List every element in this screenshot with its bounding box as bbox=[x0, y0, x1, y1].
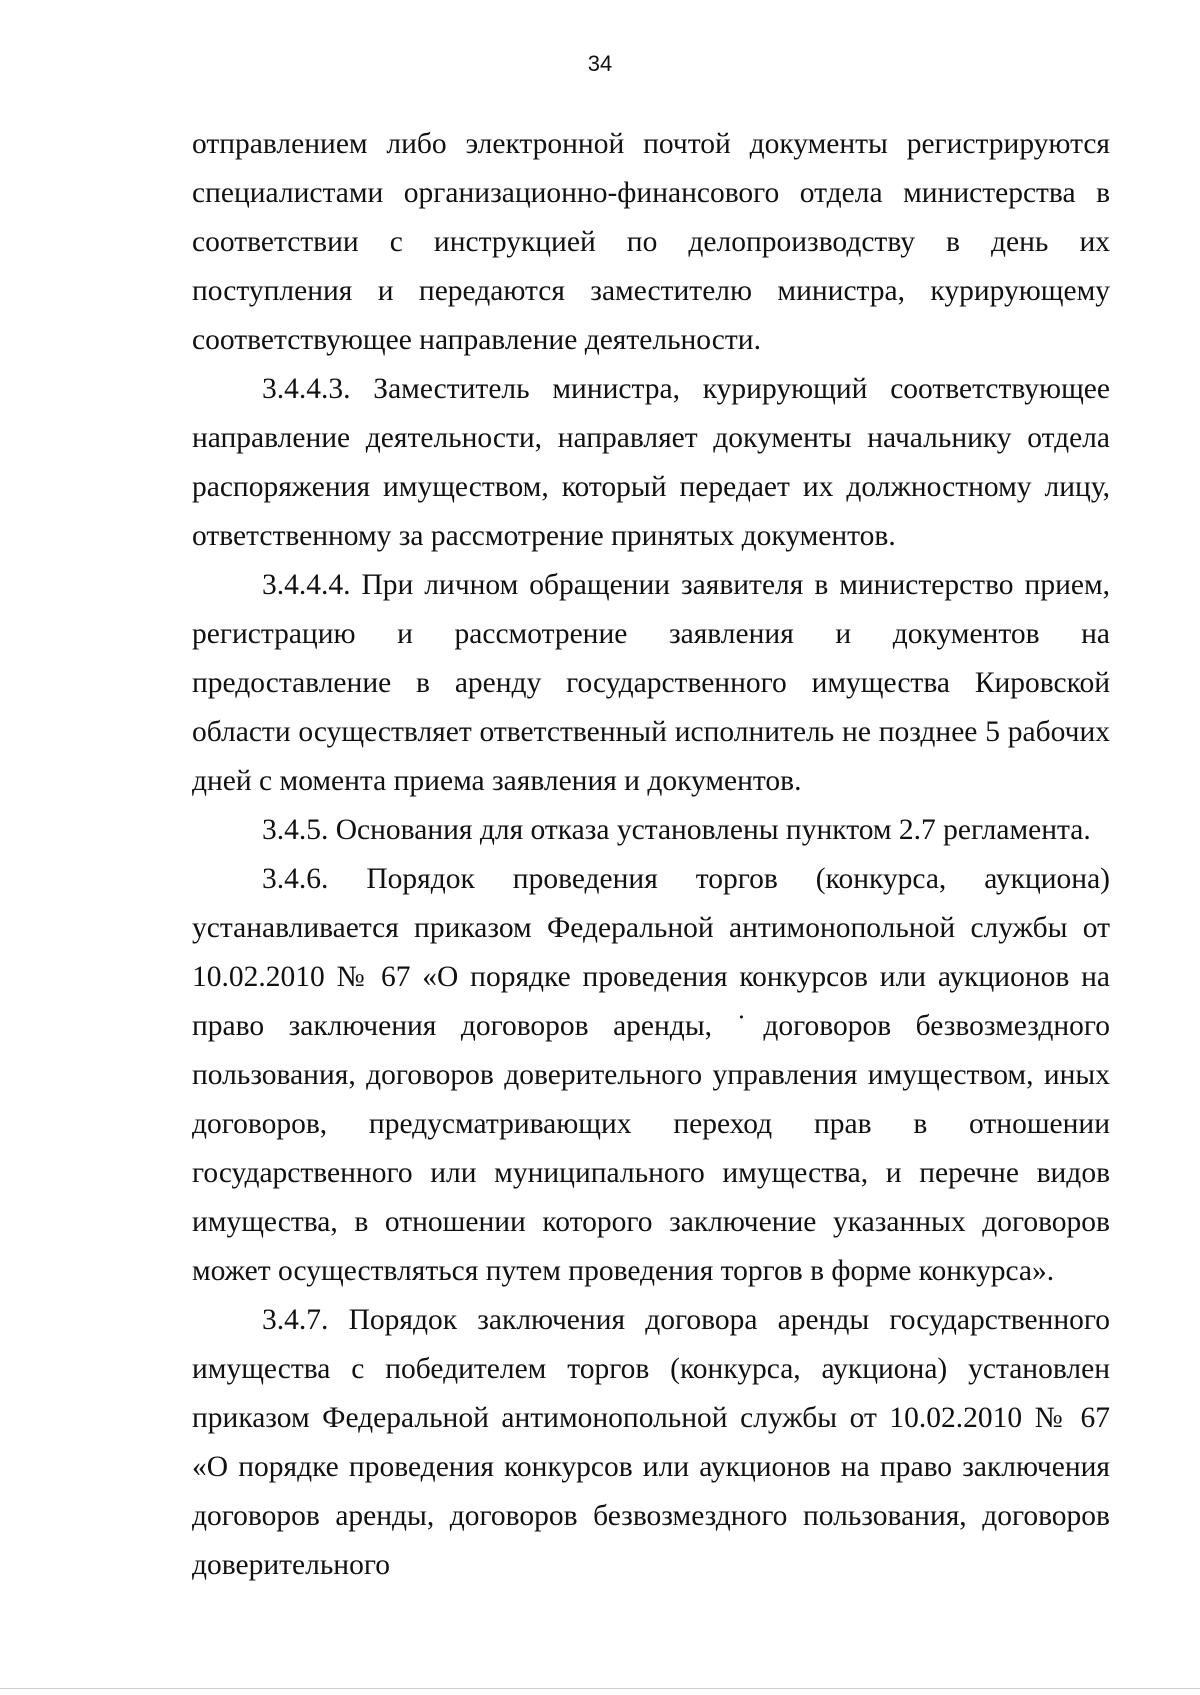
paragraph-3-4-7: 3.4.7. Порядок заключения договора аренды государственного имущества с победителем торгов (конкурса, аукциона) установлен приказом Федеральной антимонопольной службы от 10.02.2010 № 67 «О порядке проведения конкурсов или аукционов на право заключения договоров аренды, договоров безвозмездного пользования, договоров доверительного bbox=[192, 1304, 1110, 1581]
page-bottom-edge bbox=[0, 1688, 1200, 1689]
document-body bbox=[192, 120, 1110, 1590]
paragraph-3-4-4-4: 3.4.4.4. При личном обращении заявителя в министерство прием, регистрацию и рассмотрение заявления и документов на предоставление в аренду государственного имущества Кировской области осуществляет ответственный исполнитель не позднее 5 рабочих дней с момента приема заявления и документов. bbox=[192, 569, 1110, 797]
paragraph-3-4-5: 3.4.5. Основания для отказа установлены пунктом 2.7 регламента. bbox=[262, 814, 1091, 846]
paragraph-3-4-6: 3.4.6. Порядок проведения торгов (конкурса, аукциона) устанавливается приказом Федеральной антимонопольной службы от 10.02.2010 № 67 «О порядке проведения конкурсов или аукционов на право заключения договоров аренды, ˙договоров безвозмездного пользования, договоров доверительного управления имуществом, иных договоров, предусматривающих переход прав в отношении государственного или муниципального имущества, и перечне видов имущества, в отношении которого заключение указанных договоров может осуществляться путем проведения торгов в форме конкурса». bbox=[192, 863, 1110, 1287]
page-number: 34 bbox=[587, 51, 613, 76]
paragraph-3-4-4-3: 3.4.4.3. Заместитель министра, курирующий соответствующее направление деятельности, направляет документы начальнику отдела распоряжения имуществом, который передает их должностному лицу, ответственному за рассмотрение принятых документов. bbox=[192, 373, 1110, 552]
paragraph-continuation: отправлением либо электронной почтой документы регистрируются специалистами организационно-финансового отдела министерства в соответствии с инструкцией по делопроизводству в день их поступления и передаются заместителю министра, курирующему соответствующее направление деятельности. bbox=[192, 128, 1110, 356]
